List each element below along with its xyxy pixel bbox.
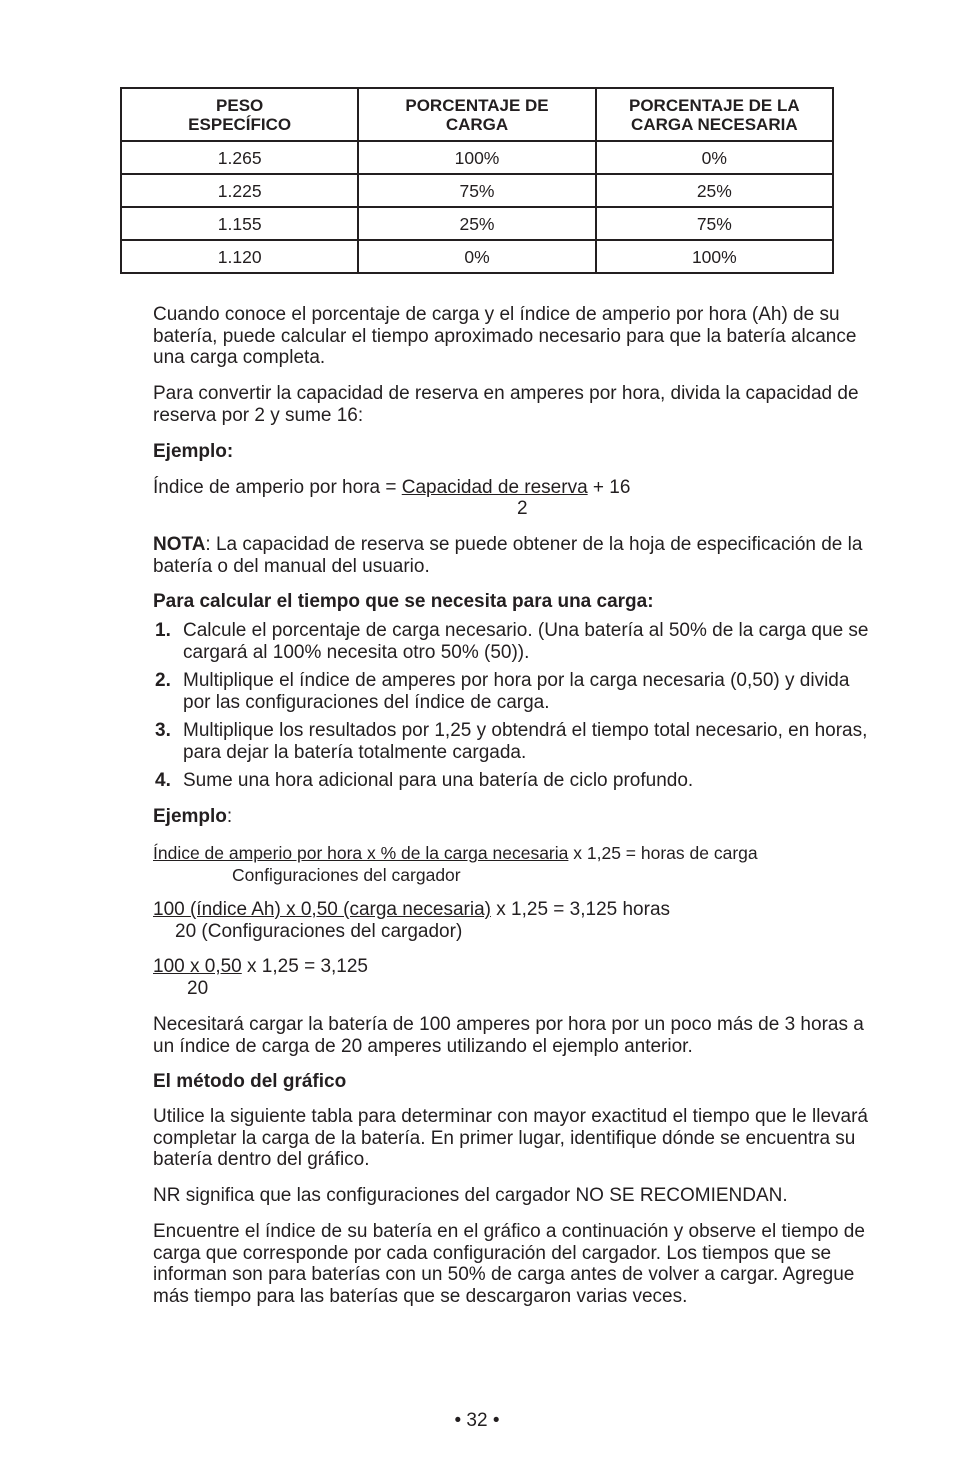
formula-numerator: 100 (índice Ah) x 0,50 (carga necesaria) bbox=[153, 899, 491, 920]
table-cell: 75% bbox=[596, 207, 833, 240]
nr-paragraph: NR significa que las configuraciones del cargador NO SE RECOMIENDAN. bbox=[153, 1185, 788, 1206]
table-row bbox=[121, 207, 833, 240]
formula-suffix: x 1,25 = 3,125 horas bbox=[490, 899, 671, 920]
table-cell: 100% bbox=[358, 141, 595, 174]
example-heading: Ejemplo: bbox=[153, 441, 234, 462]
page-number: • 32 • bbox=[454, 1410, 500, 1431]
table-header-row bbox=[121, 88, 833, 141]
result-paragraph: Necesitará cargar la batería de 100 amperes por hora por un poco más de 3 horas a un índice de carga de 20 amperes utilizando el ejemplo anterior. bbox=[153, 1014, 864, 1057]
table-cell: 100% bbox=[596, 240, 833, 273]
graph-intro-paragraph: Utilice la siguiente tabla para determinar con mayor exactitud el tiempo que le llevará completar la carga de la batería. En primer lugar, identifique dónde se encuentra su batería dentro del gráfico. bbox=[153, 1106, 868, 1170]
intro-paragraph: Cuando conoce el porcentaje de carga y el índice de amperio por hora (Ah) de su batería, puede calcular el tiempo aproximado necesario para que la batería alcance una carga completa. bbox=[153, 304, 857, 368]
table-cell: 25% bbox=[596, 174, 833, 207]
formula-suffix: x 1,25 = 3,125 bbox=[241, 956, 368, 977]
table-cell: 0% bbox=[596, 141, 833, 174]
formula-numerator: 100 x 0,50 bbox=[153, 956, 242, 977]
note-text: : La capacidad de reserva se puede obtener de la hoja de especificación de la batería o del manual del usuario. bbox=[153, 534, 863, 577]
table-cell: 0% bbox=[358, 240, 595, 273]
step-number: 4. bbox=[155, 770, 171, 791]
step-number: 3. bbox=[155, 720, 171, 741]
calc-heading: Para calcular el tiempo que se necesita para una carga: bbox=[153, 591, 654, 612]
example2-heading bbox=[153, 806, 873, 828]
table-row bbox=[121, 174, 833, 207]
note-paragraph bbox=[153, 534, 873, 577]
formula-denominator: 20 (Configuraciones del cargador) bbox=[175, 921, 463, 942]
formula-denominator: Configuraciones del cargador bbox=[232, 865, 461, 885]
formula-suffix: x 1,25 = horas de carga bbox=[568, 843, 758, 863]
table-row bbox=[121, 141, 833, 174]
general-formula bbox=[153, 843, 873, 864]
formula-denominator: 2 bbox=[517, 498, 528, 519]
step-text: Multiplique los resultados por 1,25 y obtendrá el tiempo total necesario, en horas, para dejar la batería totalmente cargada. bbox=[183, 720, 868, 763]
step-text: Multiplique el índice de amperes por hora por la carga necesaria (0,50) y divida por las configuraciones del índice de carga. bbox=[183, 670, 850, 713]
table-cell: 1.265 bbox=[121, 141, 358, 174]
reserve-capacity-paragraph: Para convertir la capacidad de reserva en amperes por hora, divida la capacidad de reserva por 2 y sume 16: bbox=[153, 383, 859, 426]
formula-suffix: + 16 bbox=[587, 477, 631, 498]
header-needed-charge-percent: PORCENTAJE DE LA CARGA NECESARIA bbox=[596, 88, 833, 141]
specific-gravity-table bbox=[120, 87, 834, 274]
formula-prefix: Índice de amperio por hora = bbox=[153, 477, 402, 498]
step-text: Calcule el porcentaje de carga necesario. (Una batería al 50% de la carga que se cargará al 100% necesita otro 50% (50)). bbox=[183, 620, 869, 663]
example2-colon: : bbox=[226, 806, 233, 827]
formula-denominator: 20 bbox=[187, 978, 209, 999]
header-specific-gravity: PESO ESPECÍFICO bbox=[121, 88, 358, 141]
step-number: 2. bbox=[155, 670, 171, 691]
formula-numerator: Índice de amperio por hora x % de la carga necesaria bbox=[153, 843, 569, 863]
header-charge-percent: PORCENTAJE DE CARGA bbox=[358, 88, 595, 141]
table-cell: 25% bbox=[358, 207, 595, 240]
reserve-formula bbox=[153, 477, 873, 499]
step-text: Sume una hora adicional para una batería de ciclo profundo. bbox=[183, 770, 694, 791]
table-cell: 75% bbox=[358, 174, 595, 207]
simplified-formula bbox=[153, 956, 873, 978]
table-row bbox=[121, 240, 833, 273]
graph-method-heading: El método del gráfico bbox=[153, 1071, 347, 1092]
table-cell: 1.225 bbox=[121, 174, 358, 207]
charge-time-paragraph: Encuentre el índice de su batería en el gráfico a continuación y observe el tiempo de carga que corresponde por cada configuración del cargador. Los tiempos que se informan son para baterías con un 50% de carga antes de volver a cargar. Agregue más tiempo para las baterías que se descargaron varias veces. bbox=[153, 1221, 865, 1307]
example2-label: Ejemplo bbox=[153, 806, 227, 827]
table-cell: 1.155 bbox=[121, 207, 358, 240]
formula-numerator: Capacidad de reserva bbox=[401, 477, 588, 498]
note-label: NOTA bbox=[153, 534, 206, 555]
table-cell: 1.120 bbox=[121, 240, 358, 273]
step-number: 1. bbox=[155, 620, 171, 641]
worked-formula bbox=[153, 899, 873, 921]
